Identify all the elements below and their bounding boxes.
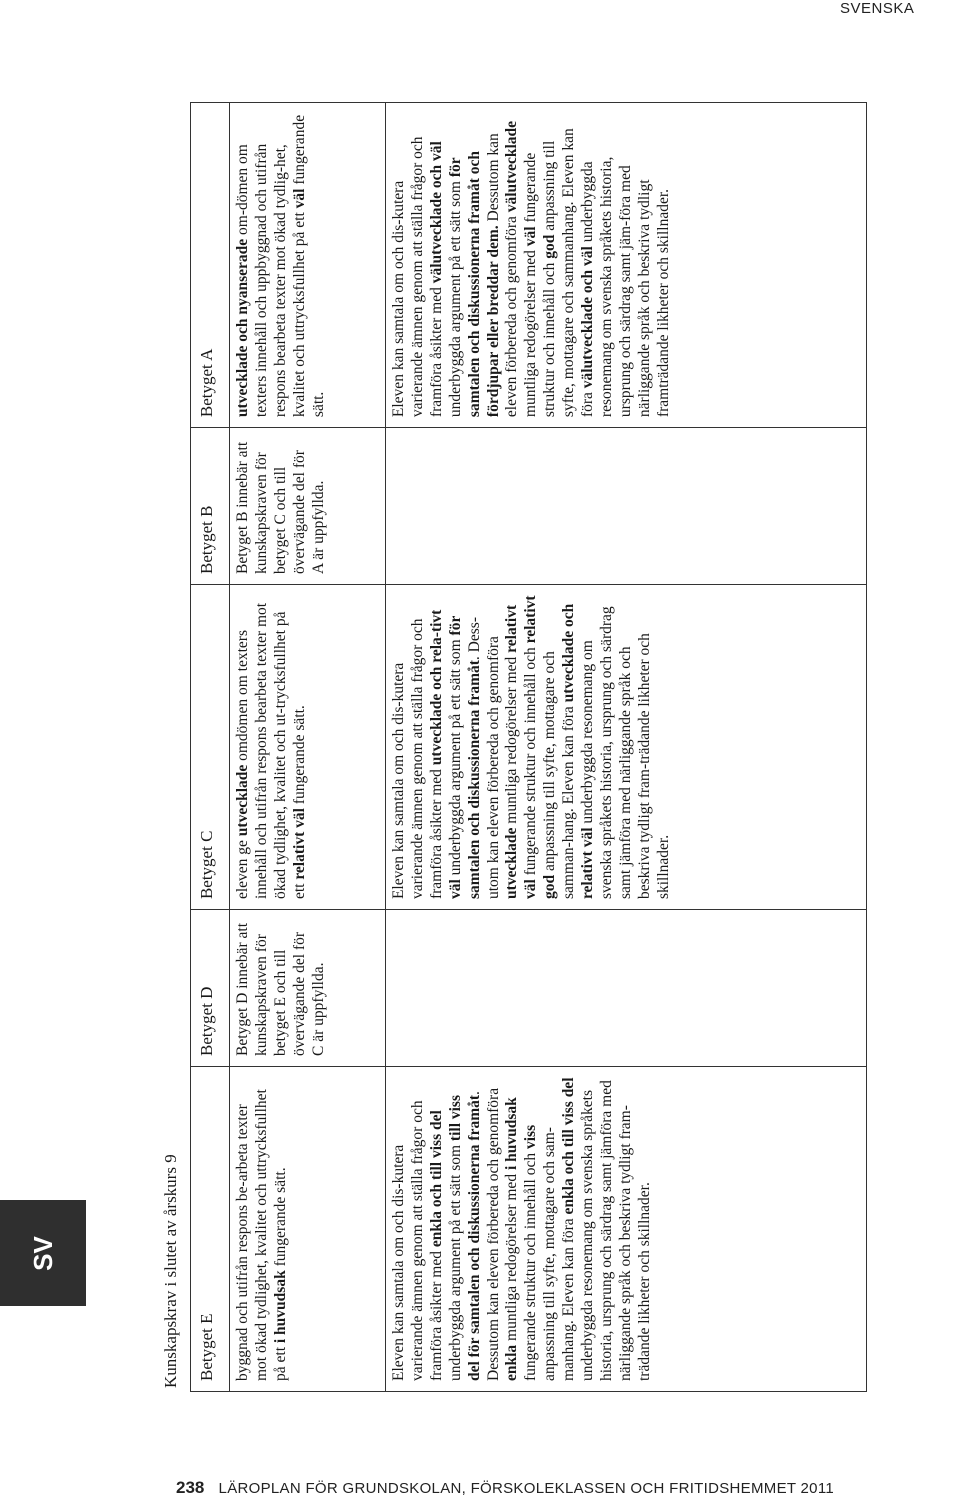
cell-text: Eleven kan samtala om och dis-kutera varierande ämnen genom att ställa frågor och framföra åsikter med enkla och till viss del underbyggda argument på ett sätt som till viss del för samtalen och diskussionerna framåt. Dessutom kan eleven förbereda och genomföra enkla muntliga redogörelser med i huvudsak fungerande struktur och innehåll och viss anpassning till syfte, mottagare och sam-manhang. Eleven kan föra enkla och till viss del underbyggda resonemang om svenska språkets historia, ursprung och särdrag samt jämföra med närliggande språk och beskriva tydligt fram-trädande likheter och skillnader. <box>390 1077 653 1381</box>
cell-text: eleven ge utvecklade omdömen om texters innehåll och utifrån respons bearbeta texter mot ökad tydlighet, kvalitet och ut-trycksfullhet på ett relativt väl fungerande sätt. <box>234 602 308 900</box>
column-header-grade-c: Betyget C <box>191 585 230 910</box>
column-header-grade-d: Betyget D <box>191 910 230 1067</box>
cell-grade-c-text-revision <box>230 585 386 910</box>
table-caption: Kunskapskrav i slutet av årskurs 9 <box>161 1154 180 1388</box>
cell-grade-a-text-revision <box>230 103 386 428</box>
language-tab-marker <box>0 1200 86 1306</box>
rotated-content <box>160 92 900 1392</box>
cell-grade-e-text-revision <box>230 1066 386 1391</box>
page-number: 238 <box>176 1478 205 1497</box>
page-footer <box>176 1478 896 1500</box>
cell-grade-e-discussion <box>386 1066 867 1391</box>
column-header-grade-e: Betyget E <box>191 1066 230 1391</box>
language-tab-label: SV <box>27 1235 58 1271</box>
cell-text: Eleven kan samtala om och dis-kutera varierande ämnen genom att ställa frågor och framföra åsikter med välutvecklade och väl underbyggda argument på ett sätt som för samtalen och diskussionerna framåt och fördjupar eller breddar dem. Dessutom kan eleven förbereda och genomföra välutvecklade muntliga redogörelser med väl fungerande struktur och innehåll och god anpassning till syfte, mottagare och sammanhang. Eleven kan föra välutvecklade och väl underbyggda resonemang om svenska språkets historia, ursprung och särdrag samt jäm-föra med närliggande språk och beskriva tydligt framträdande likheter och skillnader. <box>390 120 672 418</box>
grading-criteria-table <box>190 102 867 1392</box>
table-row <box>386 103 867 1392</box>
footer-title: LÄROPLAN FÖR GRUNDSKOLAN, FÖRSKOLEKLASSEN OCH FRITIDSHEMMET 2011 <box>218 1480 834 1497</box>
cell-grade-b-text-revision <box>230 428 386 585</box>
cell-grade-b-discussion <box>386 428 867 585</box>
cell-text: byggnad och utifrån respons be-arbeta texter mot ökad tydlighet, kvalitet och uttrycksfullhet på ett i huvudsak fungerande sätt. <box>234 1089 289 1381</box>
table-header-row <box>191 103 230 1392</box>
cell-grade-c-discussion <box>386 585 867 910</box>
cell-text: Betyget B innebär att kunskapskraven för betyget C och till övervägande del för A är uppfyllda. <box>234 441 327 574</box>
cell-grade-d-discussion <box>386 910 867 1067</box>
column-header-grade-b: Betyget B <box>191 428 230 585</box>
cell-text: utvecklade och nyanserade om-dömen om texters innehåll och uppbyggnad och utifrån respons bearbeta texter mot ökad tydlig-het, kvalitet och uttrycksfullhet på ett väl fungerande sätt. <box>234 114 327 418</box>
cell-text: Betyget D innebär att kunskapskraven för betyget E och till övervägande del för C är uppfyllda. <box>234 922 327 1056</box>
cell-grade-a-discussion <box>386 103 867 428</box>
cell-text: Eleven kan samtala om och dis-kutera varierande ämnen genom att ställa frågor och framföra åsikter med utvecklade och rela-tivt väl underbyggda argument på ett sätt som för samtalen och diskussionerna framåt. Dess-utom kan eleven förbereda och genomföra utvecklade muntliga redogörelser med relativt väl fungerande struktur och innehåll och relativt god anpassning till syfte, mottagare och samman-hang. Eleven kan föra utvecklade och relativt väl underbyggda resonemang om svenska språkets historia, ursprung och särdrag samt jämföra med närliggande språk och beskriva tydligt fram-trädande likheter och skillnader. <box>390 595 672 900</box>
column-header-grade-a: Betyget A <box>191 103 230 428</box>
cell-grade-d-text-revision <box>230 910 386 1067</box>
table-row <box>230 103 386 1392</box>
page-header-language: SVENSKA <box>840 0 915 17</box>
